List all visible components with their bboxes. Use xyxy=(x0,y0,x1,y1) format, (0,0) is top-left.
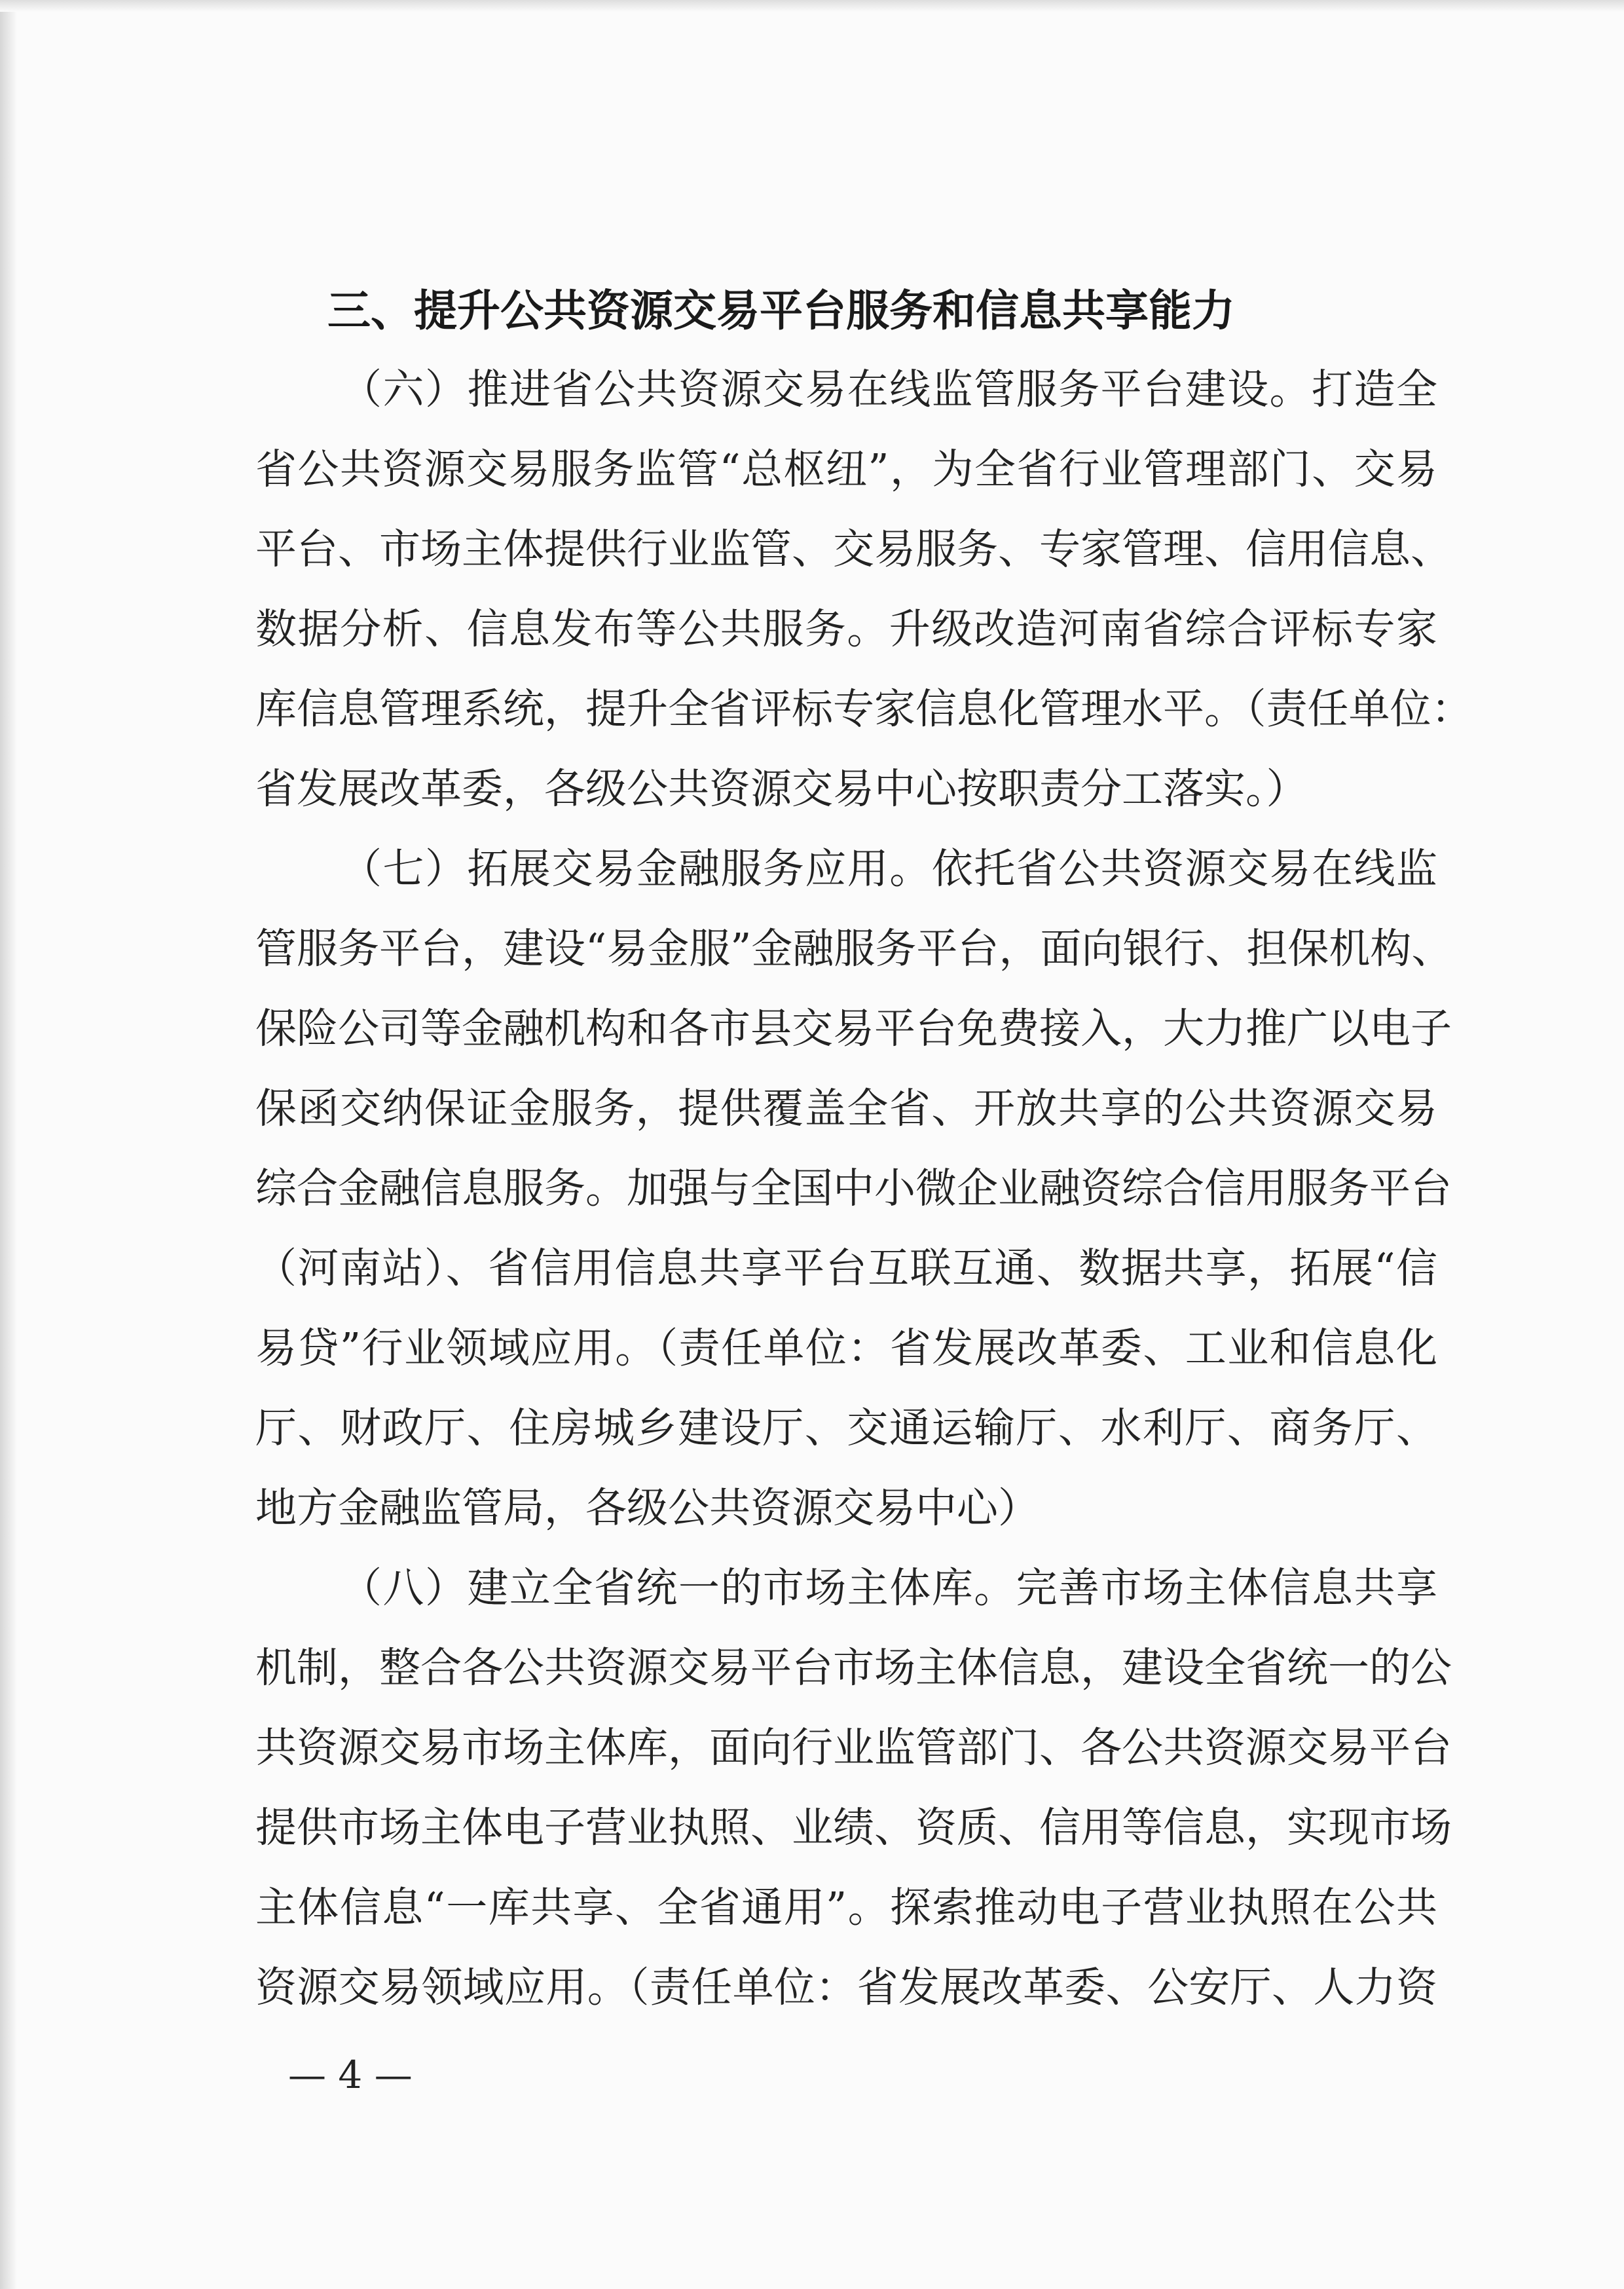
paragraph-8-line-4: 提供市场主体电子营业执照、业绩、资质、信用等信息，实现市场 xyxy=(255,1804,1452,1852)
paragraph-8-line-5: 主体信息“一库共享、全省通用”。探索推动电子营业执照在公共 xyxy=(255,1884,1437,1931)
paragraph-7-line-8: 厅、财政厅、住房城乡建设厅、交通运输厅、水利厅、商务厅、 xyxy=(255,1404,1437,1452)
scan-shadow-top xyxy=(0,0,1624,12)
paragraph-6-line-1: （六）推进省公共资源交易在线监管服务平台建设。打造全 xyxy=(341,365,1437,413)
paragraph-7-line-2: 管服务平台，建设“易金服”金融服务平台，面向银行、担保机构、 xyxy=(255,925,1453,973)
paragraph-6-line-2: 省公共资源交易服务监管“总枢纽”，为全省行业管理部门、交易 xyxy=(255,445,1437,493)
paragraph-7-line-9: 地方金融监管局，各级公共资源交易中心） xyxy=(255,1484,1039,1532)
paragraph-6-line-4: 数据分析、信息发布等公共服务。升级改造河南省综合评标专家 xyxy=(255,605,1437,653)
paragraph-7-line-4: 保函交纳保证金服务，提供覆盖全省、开放共享的公共资源交易 xyxy=(255,1085,1437,1132)
section-heading: 三、提升公共资源交易平台服务和信息共享能力 xyxy=(327,286,1235,336)
page-number: — 4 — xyxy=(288,2053,413,2097)
paragraph-7-line-1: （七）拓展交易金融服务应用。依托省公共资源交易在线监 xyxy=(341,845,1437,893)
paragraph-7-line-7: 易贷”行业领域应用。（责任单位：省发展改革委、工业和信息化 xyxy=(255,1324,1437,1372)
paragraph-7-line-6: （河南站）、省信用信息共享平台互联互通、数据共享，拓展“信 xyxy=(255,1244,1437,1292)
paragraph-8-line-3: 共资源交易市场主体库，面向行业监管部门、各公共资源交易平台 xyxy=(255,1724,1452,1772)
paragraph-6-line-6: 省发展改革委，各级公共资源交易中心按职责分工落实。） xyxy=(255,765,1308,813)
paragraph-6-line-5: 库信息管理系统，提升全省评标专家信息化管理水平。（责任单位： xyxy=(255,685,1473,733)
paragraph-8-line-2: 机制，整合各公共资源交易平台市场主体信息，建设全省统一的公 xyxy=(255,1644,1452,1692)
scan-shadow-left xyxy=(0,0,17,2289)
paragraph-8-line-1: （八）建立全省统一的市场主体库。完善市场主体信息共享 xyxy=(341,1564,1437,1612)
paragraph-8-line-6: 资源交易领域应用。（责任单位：省发展改革委、公安厅、人力资 xyxy=(255,1963,1437,2011)
paragraph-6-line-3: 平台、市场主体提供行业监管、交易服务、专家管理、信用信息、 xyxy=(255,525,1452,573)
paragraph-7-line-5: 综合金融信息服务。加强与全国中小微企业融资综合信用服务平台 xyxy=(255,1164,1452,1212)
paragraph-7-line-3: 保险公司等金融机构和各市县交易平台免费接入，大力推广以电子 xyxy=(255,1005,1452,1052)
